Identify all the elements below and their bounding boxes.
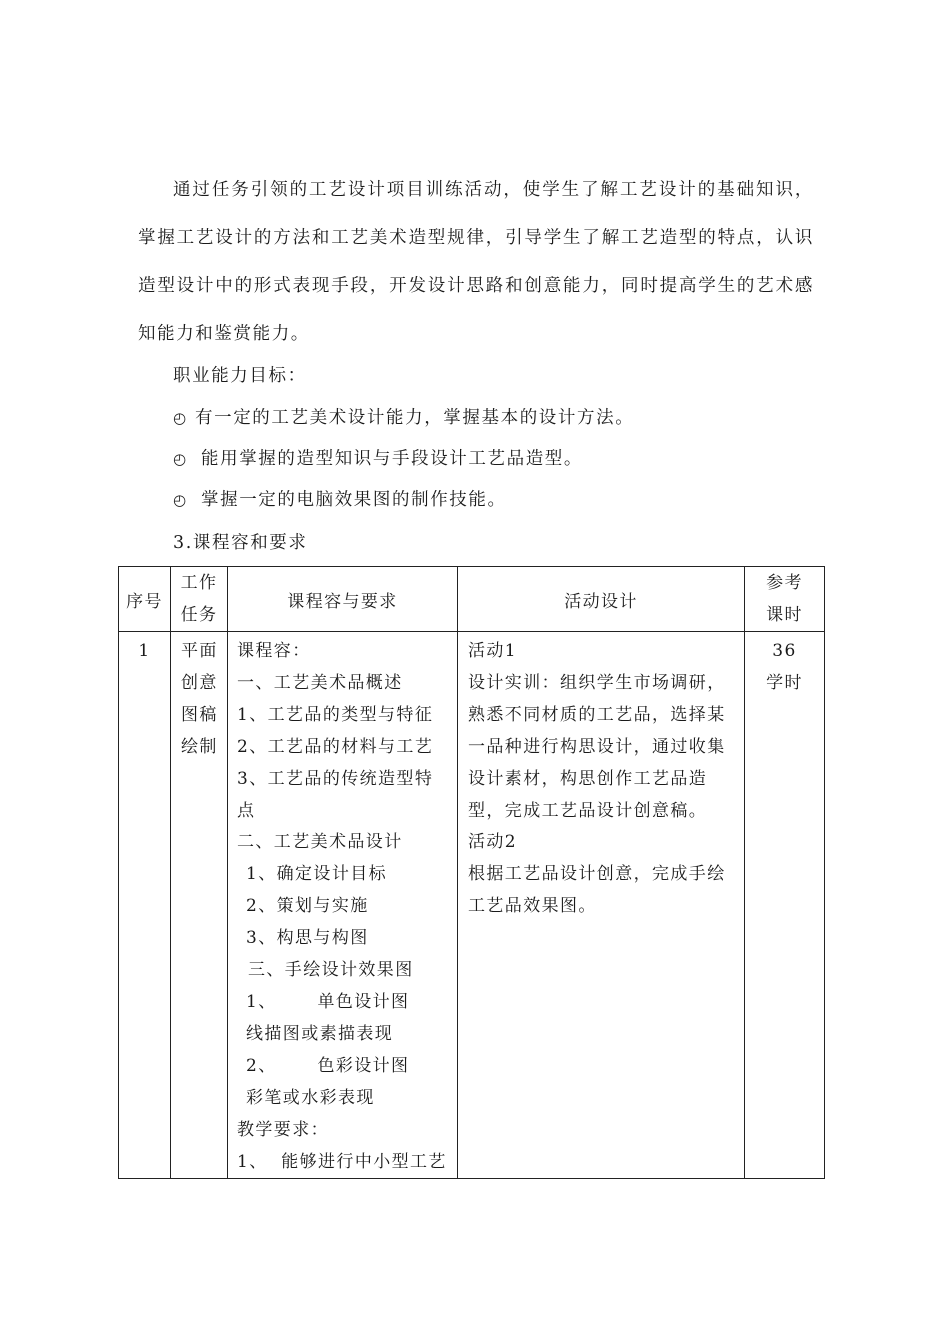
objective-item — [173, 445, 583, 470]
objectives-title: 职业能力目标： — [173, 366, 307, 386]
objective-text: 掌握一定的电脑效果图的制作技能。 — [201, 490, 507, 510]
objective-item — [173, 486, 507, 511]
cell-task: 平面 创意 图稿 绘制 — [171, 632, 228, 1179]
header-activity: 活动设计 — [458, 567, 745, 632]
table-header-row — [119, 567, 825, 632]
cell-num: 1 — [119, 632, 171, 1179]
header-content: 课程容与要求 — [228, 567, 458, 632]
header-hours: 参考 课时 — [745, 567, 825, 632]
intro-paragraph: 通过任务引领的工艺设计项目训练活动，使学生了解工艺设计的基础知识，掌握工艺设计的方法和工艺美术造型规律，引导学生了解工艺造型的特点，认识造型设计中的形式表现手段，开发设计思路和创意能力，同时提高学生的艺术感知能力和鉴赏能力。 — [138, 180, 814, 344]
cell-activity: 活动1 设计实训：组织学生市场调研， 熟悉不同材质的工艺品，选择某 一品种进行构思设计，通过收集 设计素材，构思创作工艺品造 型，完成工艺品设计创意稿。 活动2 根据工艺品设计创意，完成手绘 工艺品效果图。 — [458, 632, 745, 1179]
header-task: 工作 任务 — [171, 567, 228, 632]
objective-item — [173, 404, 634, 429]
header-num: 序号 — [119, 567, 171, 632]
cell-content: 课程容： 一、工艺美术品概述 1、工艺品的类型与特征 2、工艺品的材料与工艺 3、工艺品的传统造型特 点 二、工艺美术品设计 1、确定设计目标 2、策划与实施 3、构思与构图 三、手绘设计效果图 1、 单色设计图 线描图或素描表现 2、 色彩设计图 彩笔或水彩表现 教学要求： 1、 能够进行中小型工艺 — [228, 632, 458, 1179]
table-row — [119, 632, 825, 1179]
course-table — [118, 566, 825, 1179]
clock-bullet-icon: ◴ — [173, 450, 188, 468]
clock-bullet-icon: ◴ — [173, 409, 188, 427]
cell-hours: 36 学时 — [745, 632, 825, 1179]
objective-text: 有一定的工艺美术设计能力，掌握基本的设计方法。 — [195, 408, 635, 428]
objective-text: 能用掌握的造型知识与手段设计工艺品造型。 — [201, 449, 583, 469]
clock-bullet-icon: ◴ — [173, 491, 188, 509]
section-title: 3.课程容和要求 — [173, 533, 308, 553]
